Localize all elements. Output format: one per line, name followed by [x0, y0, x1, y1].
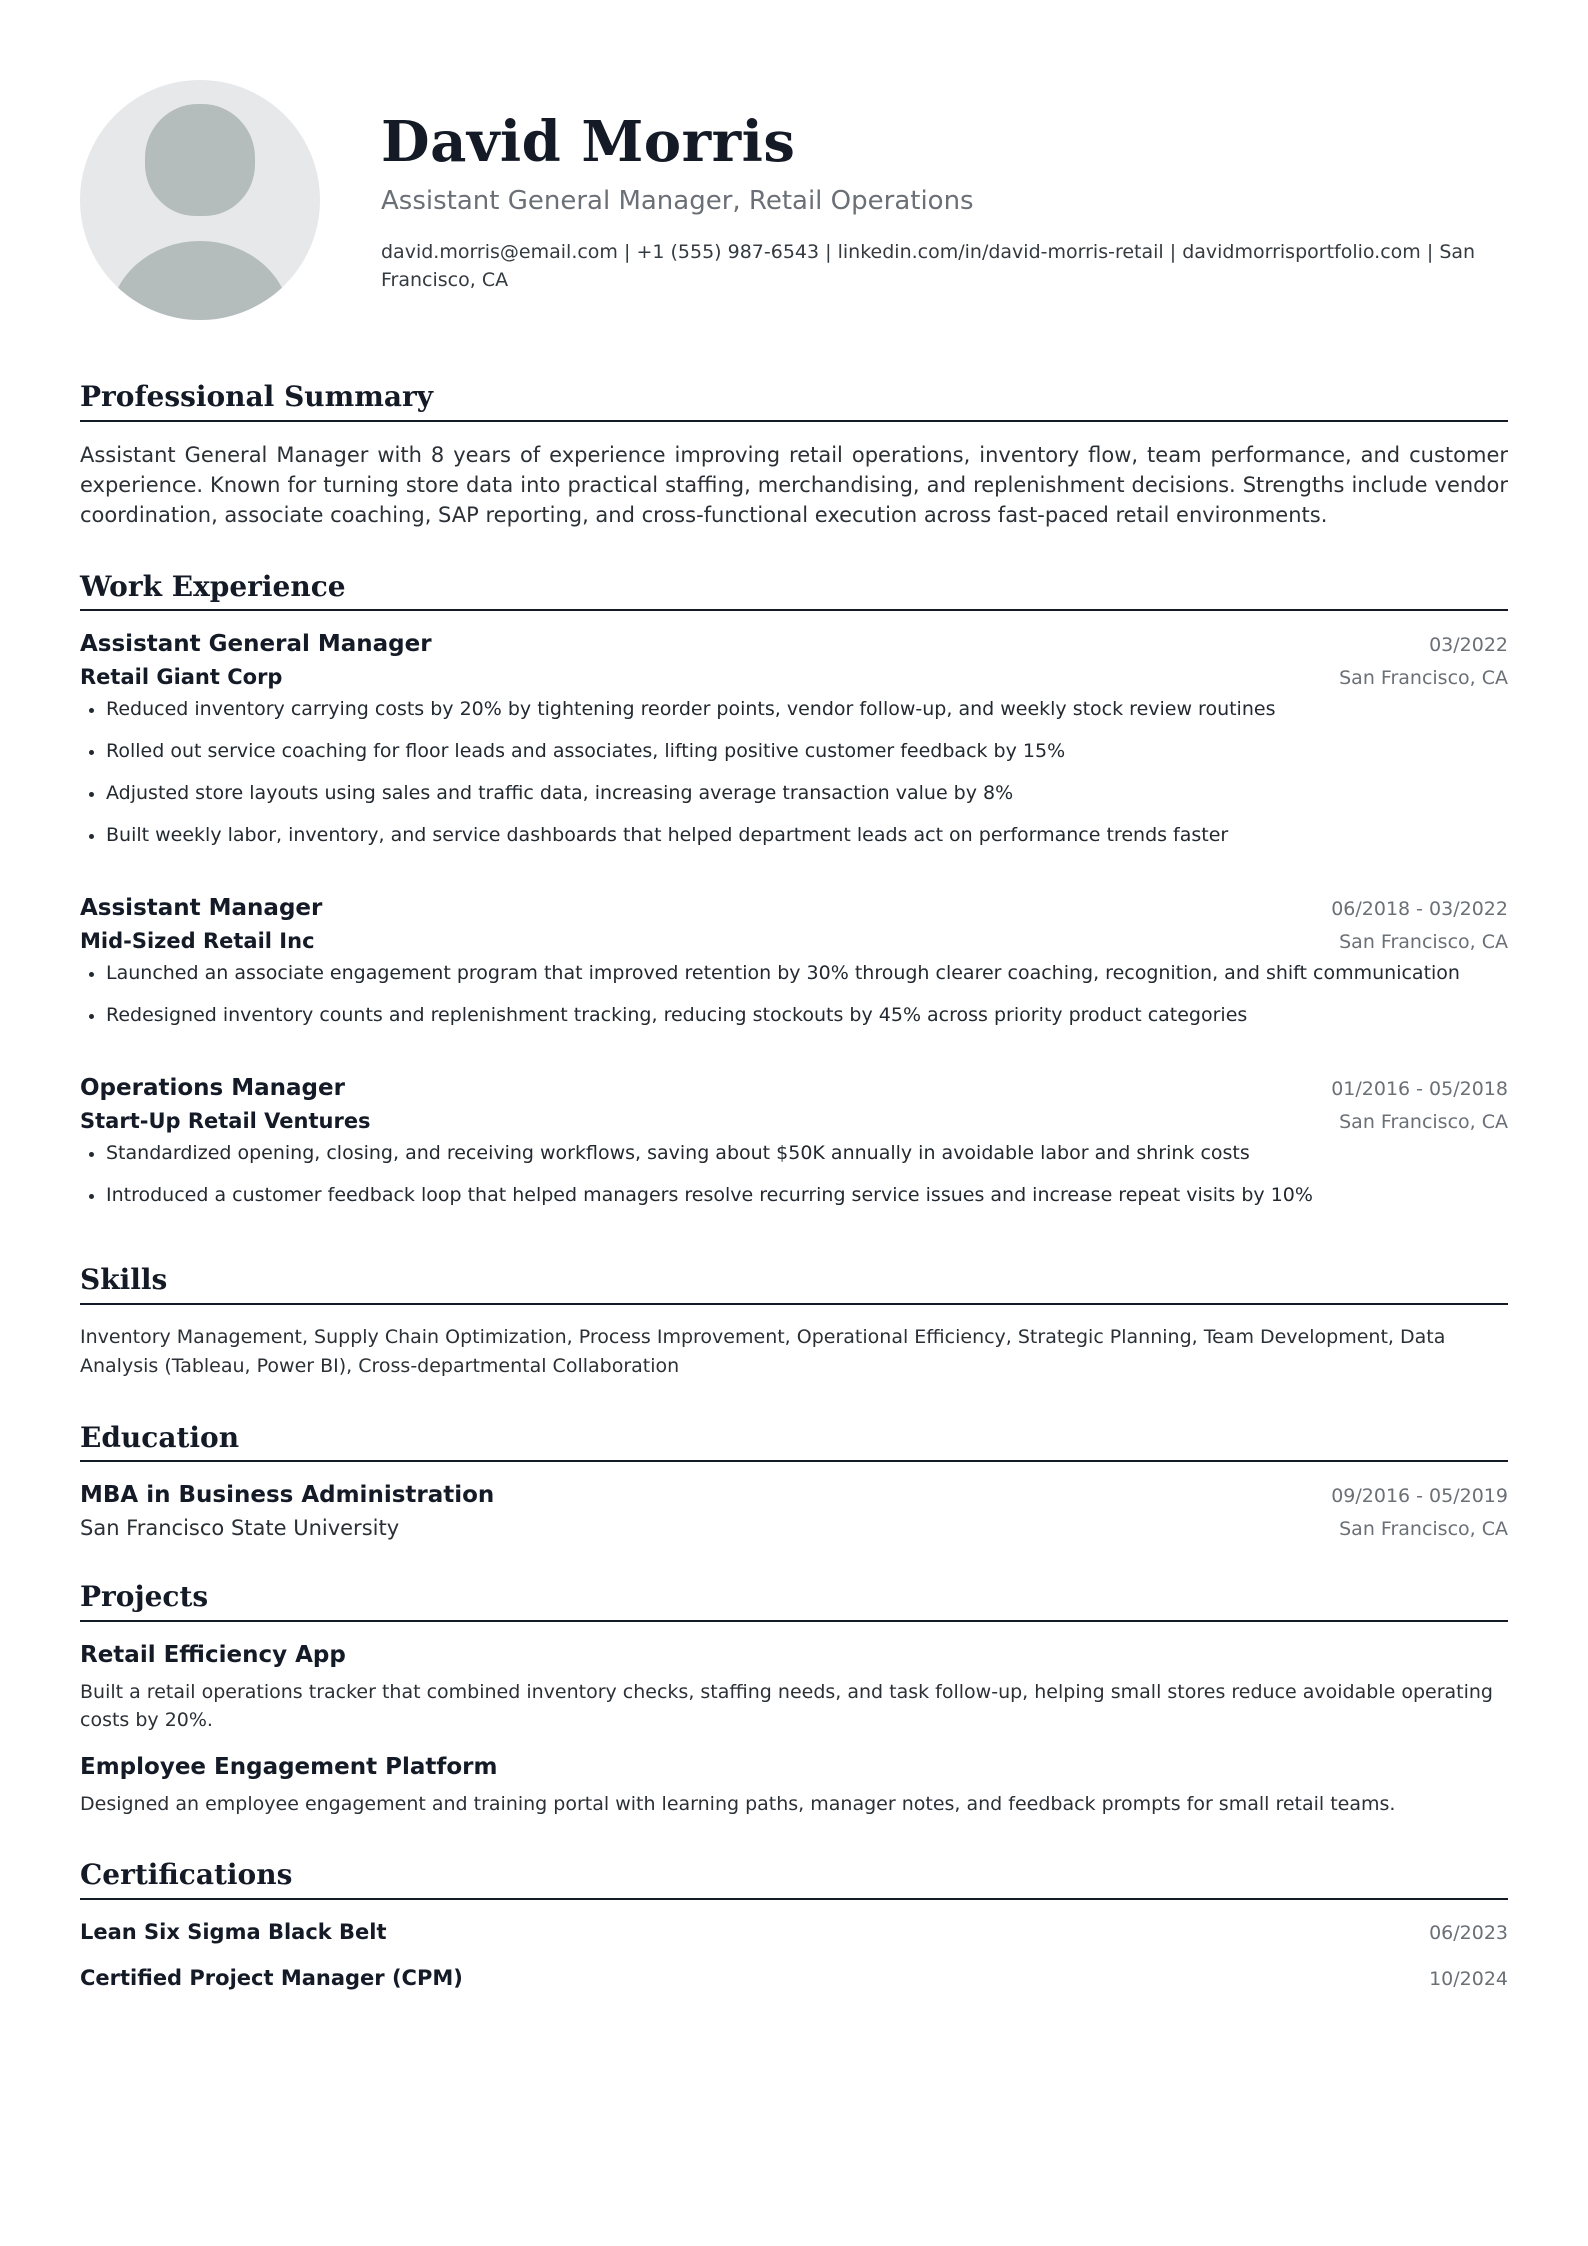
- skills-text: Inventory Management, Supply Chain Optimization, Process Improvement, Operational Efficiency, Strategic Planning, Team Development, Data Analysis (Tableau, Power BI), Cross-departmental Collaboration: [80, 1325, 1446, 1377]
- bullet-item: Redesigned inventory counts and replenishment tracking, reducing stockouts by 45% across priority product categories: [80, 1001, 1508, 1029]
- section-title: Professional Summary: [80, 380, 1508, 422]
- project-title: Retail Efficiency App: [80, 1641, 346, 1668]
- skills-section: [80, 1263, 1508, 1381]
- contact-separator: |: [1169, 240, 1177, 263]
- contact-location: San Francisco, CA: [381, 240, 1476, 291]
- job-date: 01/2016 - 05/2018: [1331, 1078, 1508, 1101]
- certification-date: 06/2023: [1429, 1921, 1508, 1944]
- section-title: Projects: [80, 1580, 1508, 1622]
- certifications-section: [80, 1858, 1508, 1990]
- job-entry: [80, 1075, 1508, 1209]
- certification-date: 10/2024: [1429, 1967, 1508, 1990]
- job-entry: [80, 895, 1508, 1029]
- job-date: 06/2018 - 03/2022: [1331, 898, 1508, 921]
- degree-name: MBA in Business Administration: [80, 1482, 495, 1509]
- contact-linkedin[interactable]: linkedin.com/in/david-morris-retail: [837, 240, 1164, 263]
- company-name: Start-Up Retail Ventures: [80, 1109, 371, 1134]
- job-location: San Francisco, CA: [1339, 1111, 1508, 1134]
- job-title: Operations Manager: [80, 1075, 345, 1102]
- job-title: Assistant General Manager: [80, 631, 432, 658]
- project-title: Employee Engagement Platform: [80, 1753, 498, 1780]
- header-text: [381, 80, 1508, 294]
- summary-section: [80, 380, 1508, 530]
- school-location: San Francisco, CA: [1339, 1518, 1508, 1541]
- company-name: Retail Giant Corp: [80, 665, 283, 690]
- avatar-body-shape: [110, 241, 290, 320]
- bullet-item: Standardized opening, closing, and receiving workflows, saving about $50K annually in avoidable labor and shrink costs: [80, 1139, 1508, 1167]
- summary-text: Assistant General Manager with 8 years of experience improving retail operations, inventory flow, team performance, and customer experience. Known for turning store data into practical staffing, merchandising, and replenishment decisions. Strengths include vendor coordination, associate coaching, SAP reporting, and cross-functional execution across fast-paced retail environments.: [80, 442, 1508, 527]
- job-bullets: [80, 959, 1508, 1029]
- job-title: Assistant Manager: [80, 895, 323, 922]
- bullet-item: Introduced a customer feedback loop that helped managers resolve recurring service issues and increase repeat visits by 10%: [80, 1181, 1508, 1209]
- contact-website[interactable]: davidmorrisportfolio.com: [1182, 240, 1421, 263]
- section-title: Certifications: [80, 1858, 1508, 1900]
- job-bullets: [80, 1139, 1508, 1209]
- job-bullets: [80, 695, 1508, 849]
- education-date: 09/2016 - 05/2019: [1331, 1485, 1508, 1508]
- job-date: 03/2022: [1429, 634, 1508, 657]
- project-description: Designed an employee engagement and training portal with learning paths, manager notes, and feedback prompts for small retail teams.: [80, 1792, 1396, 1815]
- contact-line: [381, 238, 1508, 294]
- school-name: San Francisco State University: [80, 1516, 400, 1541]
- certification-entry: [80, 1966, 1508, 1990]
- certification-name: Lean Six Sigma Black Belt: [80, 1919, 387, 1944]
- bullet-item: Rolled out service coaching for floor leads and associates, lifting positive customer feedback by 15%: [80, 737, 1508, 765]
- section-title: Skills: [80, 1263, 1508, 1305]
- projects-section: [80, 1580, 1508, 1818]
- avatar: [80, 80, 320, 320]
- bullet-item: Launched an associate engagement program that improved retention by 30% through clearer coaching, recognition, and shift communication: [80, 959, 1508, 987]
- section-title: Education: [80, 1421, 1508, 1463]
- candidate-name: David Morris: [381, 109, 796, 175]
- job-entry: [80, 631, 1508, 849]
- candidate-role: Assistant General Manager, Retail Operations: [381, 186, 974, 217]
- bullet-item: Built weekly labor, inventory, and service dashboards that helped department leads act on performance trends faster: [80, 821, 1508, 849]
- job-location: San Francisco, CA: [1339, 931, 1508, 954]
- experience-section: [80, 570, 1508, 1210]
- certification-entry: [80, 1920, 1508, 1944]
- contact-separator: |: [825, 240, 832, 263]
- project-entry: [80, 1754, 1508, 1818]
- contact-phone[interactable]: +1 (555) 987-6543: [636, 240, 820, 263]
- resume-header: [80, 80, 1508, 320]
- section-title: Work Experience: [80, 570, 1508, 612]
- contact-separator: |: [1426, 240, 1434, 263]
- contact-email[interactable]: david.morris@email.com: [381, 240, 618, 263]
- bullet-item: Adjusted store layouts using sales and traffic data, increasing average transaction value by 8%: [80, 779, 1508, 807]
- project-description: Built a retail operations tracker that combined inventory checks, staffing needs, and task follow-up, helping small stores reduce avoidable operating costs by 20%.: [80, 1680, 1493, 1731]
- company-name: Mid-Sized Retail Inc: [80, 929, 315, 954]
- contact-separator: |: [624, 240, 631, 263]
- project-entry: [80, 1642, 1508, 1734]
- job-location: San Francisco, CA: [1339, 667, 1508, 690]
- bullet-item: Reduced inventory carrying costs by 20% by tightening reorder points, vendor follow-up, and weekly stock review routines: [80, 695, 1508, 723]
- education-section: [80, 1421, 1508, 1541]
- avatar-head-shape: [145, 104, 255, 216]
- certification-name: Certified Project Manager (CPM): [80, 1965, 463, 1990]
